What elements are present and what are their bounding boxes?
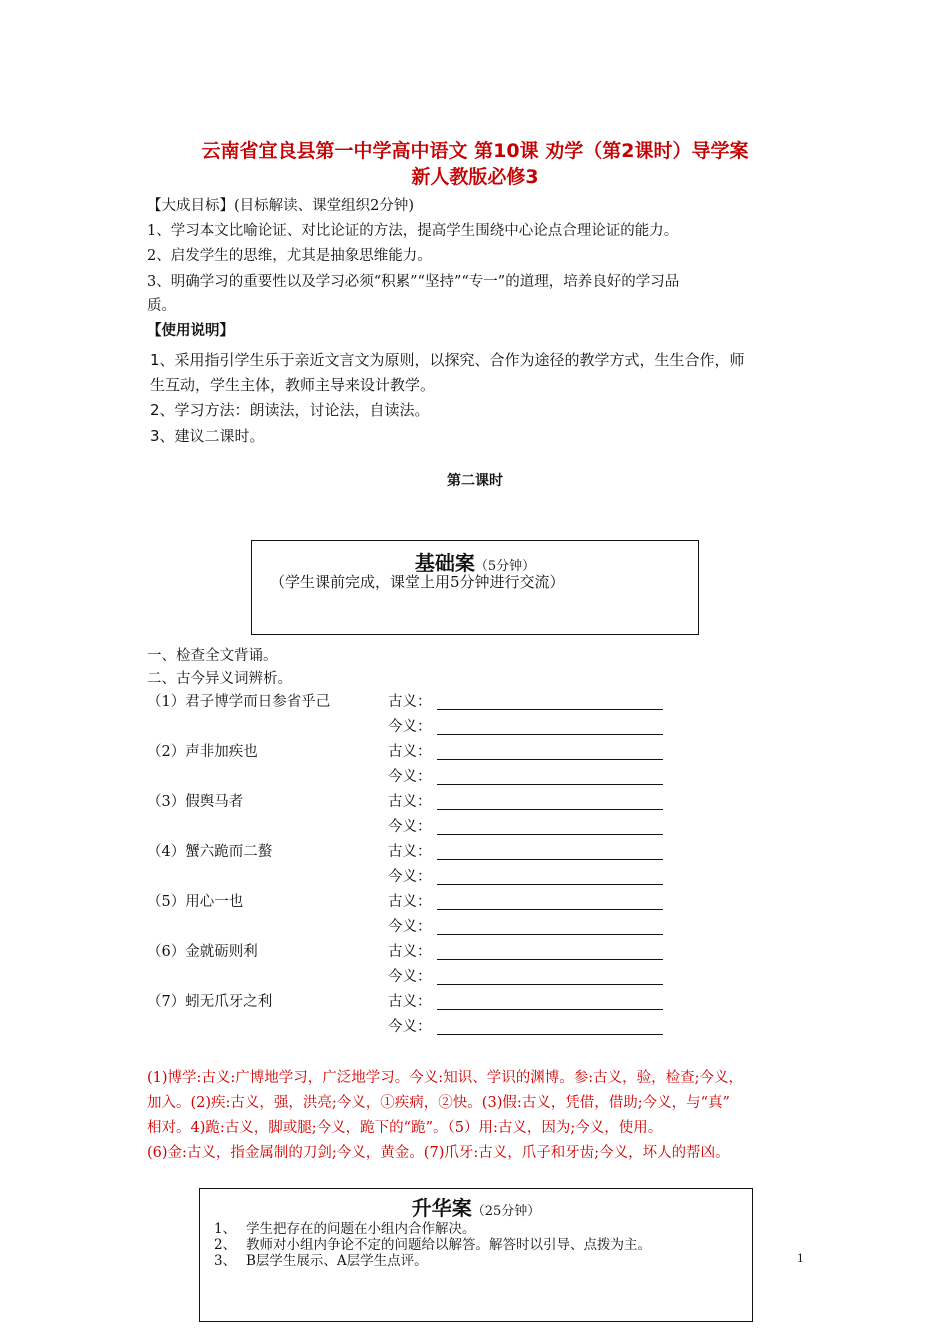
jichu-box xyxy=(251,540,699,635)
usage-item-2: 2、学习方法：朗读法，讨论法，自读法。 xyxy=(150,401,430,419)
gu-answer-blank[interactable] xyxy=(437,909,663,910)
question-number: （1） xyxy=(147,694,186,710)
jichu-note: （学生课前完成，课堂上用5分钟进行交流） xyxy=(270,573,565,591)
gu-label: 古义： xyxy=(388,994,432,1010)
question-text: 声非加疾也 xyxy=(185,744,258,760)
shenghua-item-1: 1、 学生把存在的问题在小组内合作解决。 xyxy=(214,1221,476,1237)
jichu-title: 基础案 xyxy=(414,551,475,575)
usage-item-3: 3、建议二课时。 xyxy=(150,427,265,445)
gu-answer-blank[interactable] xyxy=(437,1009,663,1010)
answer-line-4: (6)金:古义，指金属制的刀剑;今义，黄金。(7)爪牙:古义，爪子和牙齿;今义，坏人的帮凶。 xyxy=(147,1145,730,1161)
task-2: 二、古今异义词辨析。 xyxy=(147,671,292,687)
question-number: （4） xyxy=(147,844,186,860)
answer-line-1: (1)博学:古义:广博地学习，广泛地学习。今义:知识、学识的渊博。参:古义，验，检查;今义， xyxy=(147,1070,743,1086)
usage-header: 【使用说明】 xyxy=(147,323,234,339)
goal-item-3-cont: 质。 xyxy=(147,298,176,314)
jin-answer-blank[interactable] xyxy=(437,934,663,935)
question-text: 假舆马者 xyxy=(185,794,244,810)
question-number: （2） xyxy=(147,744,186,760)
usage-item-1: 1、采用指引学生乐于亲近文言文为原则，以探究、合作为途径的教学方式，生生合作，师 xyxy=(150,351,745,369)
jin-answer-blank[interactable] xyxy=(437,1034,663,1035)
gu-answer-blank[interactable] xyxy=(437,709,663,710)
gu-label: 古义： xyxy=(388,794,432,810)
question-item xyxy=(147,992,272,1012)
shenghua-box xyxy=(199,1188,753,1322)
answer-line-3: 相对。4)跪:古义，脚或腿;今义，跪下的“跪”。（5）用:古义，因为;今义，使用。 xyxy=(147,1120,663,1136)
gu-answer-blank[interactable] xyxy=(437,809,663,810)
question-item xyxy=(147,792,243,812)
jin-answer-blank[interactable] xyxy=(437,884,663,885)
gu-answer-blank[interactable] xyxy=(437,759,663,760)
jin-label: 今义： xyxy=(388,969,432,985)
gu-label: 古义： xyxy=(388,944,432,960)
gu-label: 古义： xyxy=(388,694,432,710)
jin-label: 今义： xyxy=(388,719,432,735)
document-title-line2: 新人教版必修3 xyxy=(411,166,539,188)
jin-answer-blank[interactable] xyxy=(437,984,663,985)
question-number: （5） xyxy=(147,894,186,910)
jin-label: 今义： xyxy=(388,769,432,785)
document-title-line1: 云南省宜良县第一中学高中语文 第10课 劝学（第2课时）导学案 xyxy=(201,140,749,162)
shenghua-time: （25分钟） xyxy=(471,1204,541,1219)
question-number: （6） xyxy=(147,944,186,960)
question-text: 蚓无爪牙之利 xyxy=(185,994,273,1010)
jin-answer-blank[interactable] xyxy=(437,784,663,785)
jin-label: 今义： xyxy=(388,919,432,935)
question-number: （7） xyxy=(147,994,186,1010)
jin-label: 今义： xyxy=(388,869,432,885)
jichu-time: （5分钟） xyxy=(474,559,536,574)
page-number: 1 xyxy=(797,1250,804,1265)
goal-item-2: 2、启发学生的思维，尤其是抽象思维能力。 xyxy=(147,248,432,264)
answers-block xyxy=(147,1066,743,1166)
goal-item-1: 1、学习本文比喻论证、对比论证的方法，提高学生围绕中心论点合理论证的能力。 xyxy=(147,223,679,239)
jin-answer-blank[interactable] xyxy=(437,734,663,735)
question-number: （3） xyxy=(147,794,186,810)
usage-item-1-cont: 生互动，学生主体，教师主导来设计教学。 xyxy=(150,376,436,394)
gu-label: 古义： xyxy=(388,894,432,910)
question-item xyxy=(147,742,258,762)
shenghua-item-3: 3、 B层学生展示、A层学生点评。 xyxy=(214,1253,428,1269)
jin-label: 今义： xyxy=(388,1019,432,1035)
gu-label: 古义： xyxy=(388,844,432,860)
question-text: 蟹六跪而二螯 xyxy=(185,844,273,860)
shenghua-item-2: 2、 教师对小组内争论不定的问题给以解答。解答时以引导、点拨为主。 xyxy=(214,1237,651,1253)
goals-header: 【大成目标】(目标解读、课堂组织2分钟) xyxy=(147,198,415,214)
goal-item-3: 3、明确学习的重要性以及学习必须“积累”“坚持”“专一”的道理，培养良好的学习品 xyxy=(147,274,680,290)
gu-label: 古义： xyxy=(388,744,432,760)
gu-answer-blank[interactable] xyxy=(437,859,663,860)
question-text: 君子博学而日参省乎己 xyxy=(185,694,331,710)
gu-answer-blank[interactable] xyxy=(437,959,663,960)
lesson-label: 第二课时 xyxy=(447,473,503,489)
question-item xyxy=(147,892,243,912)
jin-answer-blank[interactable] xyxy=(437,834,663,835)
jin-label: 今义： xyxy=(388,819,432,835)
shenghua-title: 升华案 xyxy=(411,1196,472,1220)
task-1: 一、检查全文背诵。 xyxy=(147,648,278,664)
question-text: 金就砺则利 xyxy=(185,944,258,960)
question-item xyxy=(147,842,272,862)
question-text: 用心一也 xyxy=(185,894,244,910)
question-item xyxy=(147,942,258,962)
question-item xyxy=(147,692,330,712)
answer-line-2: 加入。(2)疾:古义，强，洪亮;今义，①疾病，②快。(3)假:古义，凭借，借助;今义，与“真” xyxy=(147,1095,730,1111)
